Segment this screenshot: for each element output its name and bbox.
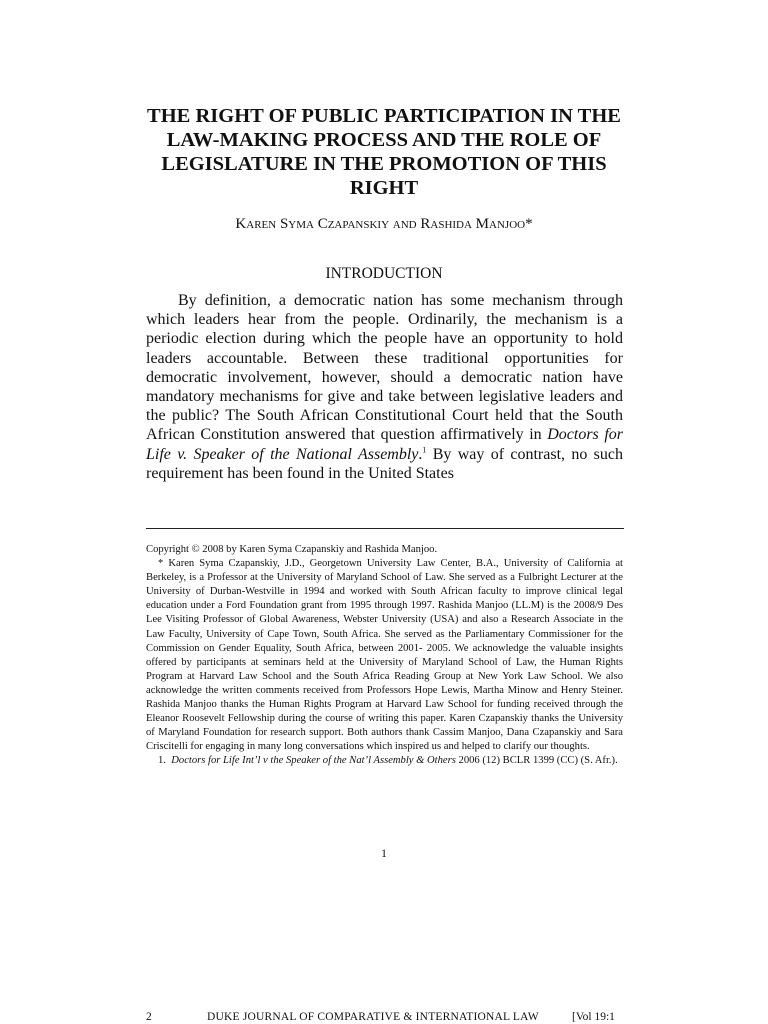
body-text-part2: By way of contrast, no such requirement has been found in the United States bbox=[146, 445, 623, 482]
footnote-1 bbox=[146, 754, 623, 768]
footnotes bbox=[146, 543, 623, 769]
journal-name: DUKE JOURNAL OF COMPARATIVE & INTERNATIONAL LAW bbox=[207, 1011, 539, 1023]
author-footnote: * Karen Syma Czapanskiy, J.D., Georgetown University Law Center, B.A., University of California at Berkeley, is a Professor at the University of Maryland School of Law. She served as a Fulbright Lecturer at the University of Durban-Westville in 1994 and worked with South African faculty to improve clinical legal education under a Ford Foundation grant from 1995 through 1997. Rashida Manjoo (LL.M) is the 2008/9 Des Lee Visiting Professor of Global Awareness, Webster University (USA) and also a Research Associate in the Law Faculty, University of Cape Town, South Africa. She served as the Parliamentary Commissioner for the Commission on Gender Equality, South Africa, between 2001- 2005. We acknowledge the valuable insights offered by participants at seminars held at the University of Maryland School of Law, the Human Rights Program at Harvard Law School and the South Africa Reading Group at New York Law School. We also acknowledge the written comments received from Professors Hope Lewis, Martha Minow and Henry Steiner. Rashida Manjoo thanks the Human Rights Program at Harvard Law School for funding received through the Eleanor Roosevelt Fellowship during the course of writing this paper. Karen Czapanskiy thanks the University of Maryland Foundation for research support. Both authors thank Cassim Manjoo, Dana Czapanskiy and Sara Criscitelli for engaging in many long conversations which inspired us and helped to clarify our thoughts. bbox=[146, 558, 623, 753]
footnote-1-number: 1. bbox=[158, 755, 166, 767]
copyright-note: Copyright © 2008 by Karen Syma Czapanskiy and Rashida Manjoo. bbox=[146, 544, 438, 555]
article-authors: Karen Syma Czapanskiy and Rashida Manjoo* bbox=[235, 216, 533, 232]
footnote-reference[interactable]: 1 bbox=[422, 445, 427, 455]
next-page-number: 2 bbox=[146, 1011, 152, 1023]
footnote-1-citation: 2006 (12) BCLR 1399 (CC) (S. Afr.). bbox=[455, 755, 618, 767]
next-page-running-header bbox=[146, 1010, 626, 1024]
page-number: 1 bbox=[381, 846, 387, 860]
volume-label: [Vol 19:1 bbox=[572, 1011, 615, 1023]
section-heading: INTRODUCTION bbox=[325, 265, 443, 282]
footnote-1-case: Doctors for Life Int’l v the Speaker of the Nat’l Assembly & Others bbox=[171, 755, 456, 767]
article-title: THE RIGHT OF PUBLIC PARTICIPATION IN THE LAW-MAKING PROCESS AND THE ROLE OF LEGISLATURE IN THE PROMOTION OF THIS RIGHT bbox=[147, 105, 621, 199]
case-name: Doctors for Life v. Speaker of the National Assembly bbox=[146, 426, 624, 463]
body-text-part1: By definition, a democratic nation has some mechanism through which leaders hear from the people. Ordinarily, the mechanism is a periodic election during which the people have an opportunity to hold leaders accountable. Between these traditional opportunities for democratic involvement, however, should a democratic nation have mandatory mechanisms for give and take between legislative leaders and the public? The South African Constitutional Court held that the South African Constitution answered that question affirmatively in bbox=[146, 292, 623, 444]
footnote-divider bbox=[146, 528, 624, 529]
body-paragraph bbox=[146, 291, 623, 483]
body-period: . bbox=[418, 445, 423, 463]
